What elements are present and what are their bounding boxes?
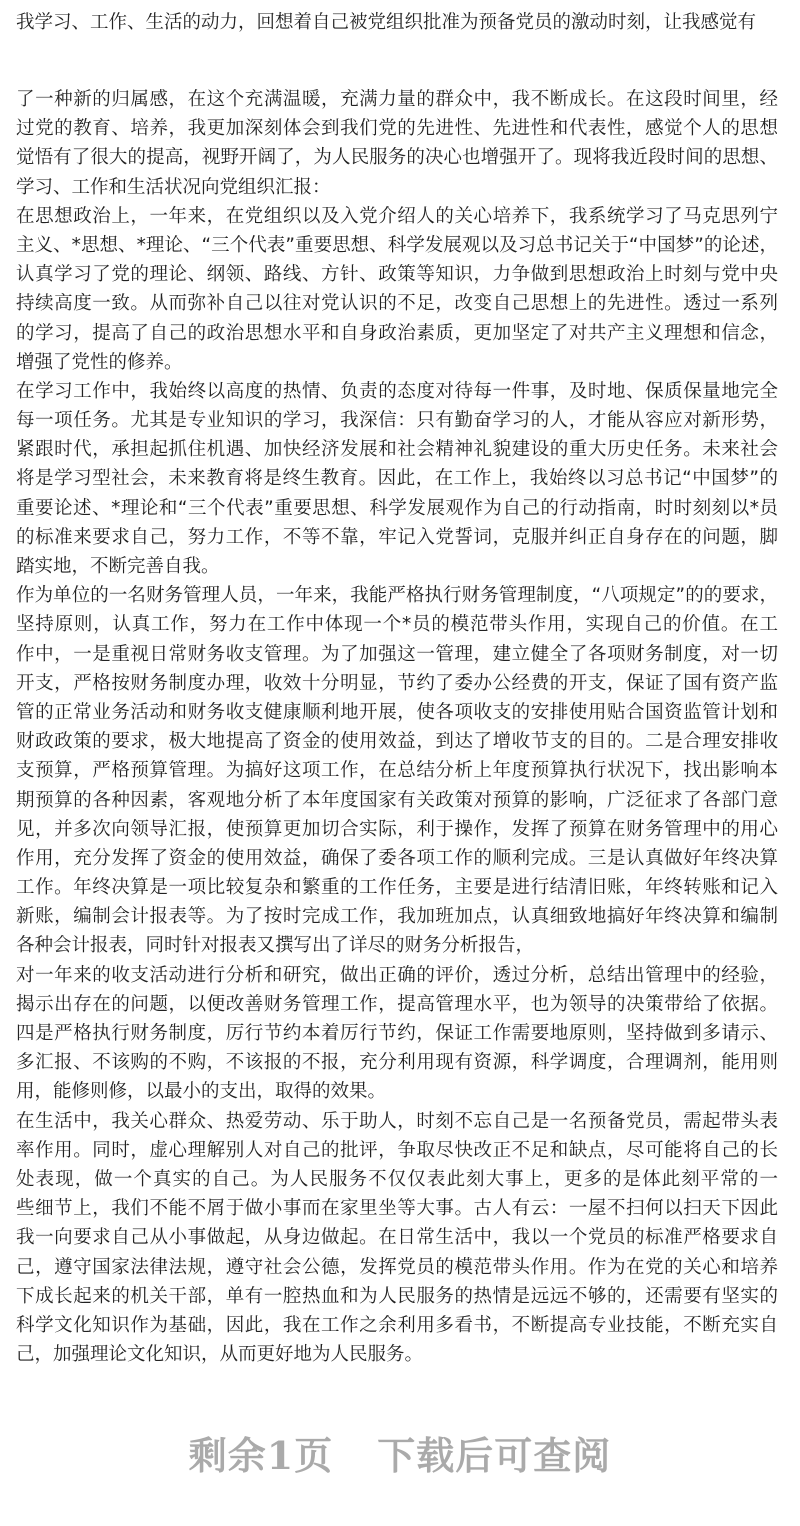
text-line: 的学习，提高了自己的政治思想水平和自身政治素质，更加坚定了对共产主义理想和信念，: [16, 322, 778, 344]
text-line: 持续高度一致。从而弥补自己以往对党认识的不足，改变自己思想上的先进性。透过一系列: [16, 293, 778, 315]
text-line: 重要论述、*理论和“三个代表”重要思想、科学发展观作为自己的行动指南，时时刻刻以*员: [16, 497, 778, 519]
paragraph: [16, 581, 778, 960]
text-line: 将是学习型社会，未来教育将是终生教育。因此，在工作上，我始终以习总书记“中国梦”的: [16, 468, 778, 490]
text-line: 坚持原则，认真工作，努力在工作中体现一个*员的模范带头作用，实现自己的价值。在工: [16, 614, 778, 636]
text-line: 对一年来的收支活动进行分析和研究，做出正确的评价，透过分析，总结出管理中的经验，: [16, 964, 778, 986]
paragraph: [16, 961, 778, 1107]
paragraph: [16, 202, 778, 377]
text-line: 四是严格执行财务制度，厉行节约本着厉行节约，保证工作需要地原则，坚持做到多请示、: [16, 1023, 778, 1044]
text-line: 了一种新的归属感，在这个充满温暖，充满力量的群众中，我不断成长。在这段时间里，经: [16, 89, 778, 110]
text-line: 在生活中，我关心群众、热爱劳动、乐于助人，时刻不忘自己是一名预备党员，需起带头表: [16, 1110, 778, 1132]
text-line: 在学习工作中，我始终以高度的热情、负责的态度对待每一件事，及时地、保质保量地完全: [16, 380, 778, 402]
document-top-fragment: [16, 8, 776, 37]
document-body: [16, 85, 778, 1369]
text-line: 我一向要求自己从小事做起，从身边做起。在日常生活中，我以一个党员的标准严格要求自: [16, 1227, 778, 1249]
text-line: 开支，严格按财务制度办理，收效十分明显，节约了委办公经费的开支，保证了国有资产监: [16, 672, 778, 694]
text-line: 些细节上，我们不能不屑于做小事而在家里坐等大事。古人有云：一屋不扫何以扫天下因此: [16, 1198, 778, 1220]
text-line: 己，遵守国家法律法规，遵守社会公德，发挥党员的模范带头作用。作为在党的关心和培养: [16, 1256, 778, 1278]
text-line: 每一项任务。尤其是专业知识的学习，我深信：只有勤奋学习的人，才能从容应对新形势，: [16, 410, 778, 432]
text-line: 率作用。同时，虚心理解别人对自己的批评，争取尽快改正不足和缺点，尽可能将自己的长: [16, 1139, 778, 1161]
text-line: 主义、*思想、*理论、“三个代表”重要思想、科学发展观以及习总书记关于“中国梦”的论述，: [16, 234, 778, 256]
text-line: 管的正常业务活动和财务收支健康顺利地开展，使各项收支的安排使用贴合国资监管计划和: [16, 701, 778, 723]
text-line: 紧跟时代，承担起抓住机遇、加快经济发展和社会精神礼貌建设的重大历史任务。未来社会: [16, 439, 778, 461]
text-line: 用，能修则修，以最小的支出，取得的效果。: [16, 1081, 387, 1103]
text-line: 财政政策的要求，极大地提高了资金的使用效益，到达了增收节支的目的。二是合理安排收: [16, 731, 778, 753]
text-line: 支预算，严格预算管理。为搞好这项工作，在总结分析上年度预算执行状况下，找出影响本: [16, 760, 778, 782]
text-line: 踏实地，不断完善自我。: [16, 556, 220, 577]
paragraph: [16, 377, 778, 581]
text-line: 作中，一是重视日常财务收支管理。为了加强这一管理，建立健全了各项财务制度，对一切: [16, 643, 778, 665]
text-line: 作为单位的一名财务管理人员，一年来，我能严格执行财务管理制度，“八项规定”的的要求，: [16, 585, 778, 607]
text-line: 认真学习了党的理论、纲领、路线、方针、政策等知识，力争做到思想政治上时刻与党中央: [16, 264, 778, 286]
text-line: 增强了党性的修养。: [16, 351, 183, 373]
download-prompt[interactable]: [0, 1425, 800, 1480]
remaining-pages-label: 剩余1页: [188, 1433, 334, 1478]
text-line: 下成长起来的机关干部，单有一腔热血和为人民服务的热情是远远不够的，还需要有坚实的: [16, 1285, 778, 1307]
text-line: 新账，编制会计报表等。为了按时完成工作，我加班加点，认真细致地搞好年终决算和编制: [16, 906, 778, 928]
text-line: 己，加强理论文化知识，从而更好地为人民服务。: [16, 1344, 424, 1366]
text-line: 在思想政治上，一年来，在党组织以及入党介绍人的关心培养下，我系统学习了马克思列宁: [16, 205, 778, 227]
paragraph: [16, 85, 778, 202]
download-to-view-label[interactable]: 下载后可查阅: [377, 1433, 612, 1478]
text-line: 揭示出存在的问题，以便改善财务管理工作，提高管理水平，也为领导的决策带给了依据。: [16, 993, 778, 1015]
text-line: 觉悟有了很大的提高，视野开阔了，为人民服务的决心也增强开了。现将我近段时间的思想、: [16, 147, 778, 169]
text-line: 多汇报、不该购的不购，不该报的不报，充分利用现有资源，科学调度，合理调剂，能用则: [16, 1052, 778, 1074]
text-line: 学习、工作和生活状况向党组织汇报：: [16, 176, 331, 198]
text-line: 工作。年终决算是一项比较复杂和繁重的工作任务，主要是进行结清旧账，年终转账和记入: [16, 877, 778, 899]
text-line: 见，并多次向领导汇报，使预算更加切合实际，利于操作，发挥了预算在财务管理中的用心: [16, 818, 778, 840]
text-line: 处表现，做一个真实的自己。为人民服务不仅仅表此刻大事上，更多的是体此刻平常的一: [16, 1168, 778, 1190]
paragraph: [16, 1107, 778, 1370]
text-line: 科学文化知识作为基础，因此，我在工作之余利用多看书，不断提高专业技能，不断充实自: [16, 1314, 778, 1336]
text-line: 我学习、工作、生活的动力，回想着自己被党组织批准为预备党员的激动时刻，让我感觉有: [16, 12, 757, 33]
text-line: 各种会计报表，同时针对报表又撰写出了详尽的财务分析报告，: [16, 935, 535, 957]
text-line: 过党的教育、培养，我更加深刻体会到我们党的先进性、先进性和代表性，感觉个人的思想: [16, 118, 778, 140]
text-line: 期预算的各种因素，客观地分析了本年度国家有关政策对预算的影响，广泛征求了各部门意: [16, 789, 778, 811]
text-line: 的标准来要求自己，努力工作，不等不靠，牢记入党誓词，克服并纠正自身存在的问题，脚: [16, 526, 778, 548]
text-line: 作用，充分发挥了资金的使用效益，确保了委各项工作的顺利完成。三是认真做好年终决算: [16, 847, 778, 869]
